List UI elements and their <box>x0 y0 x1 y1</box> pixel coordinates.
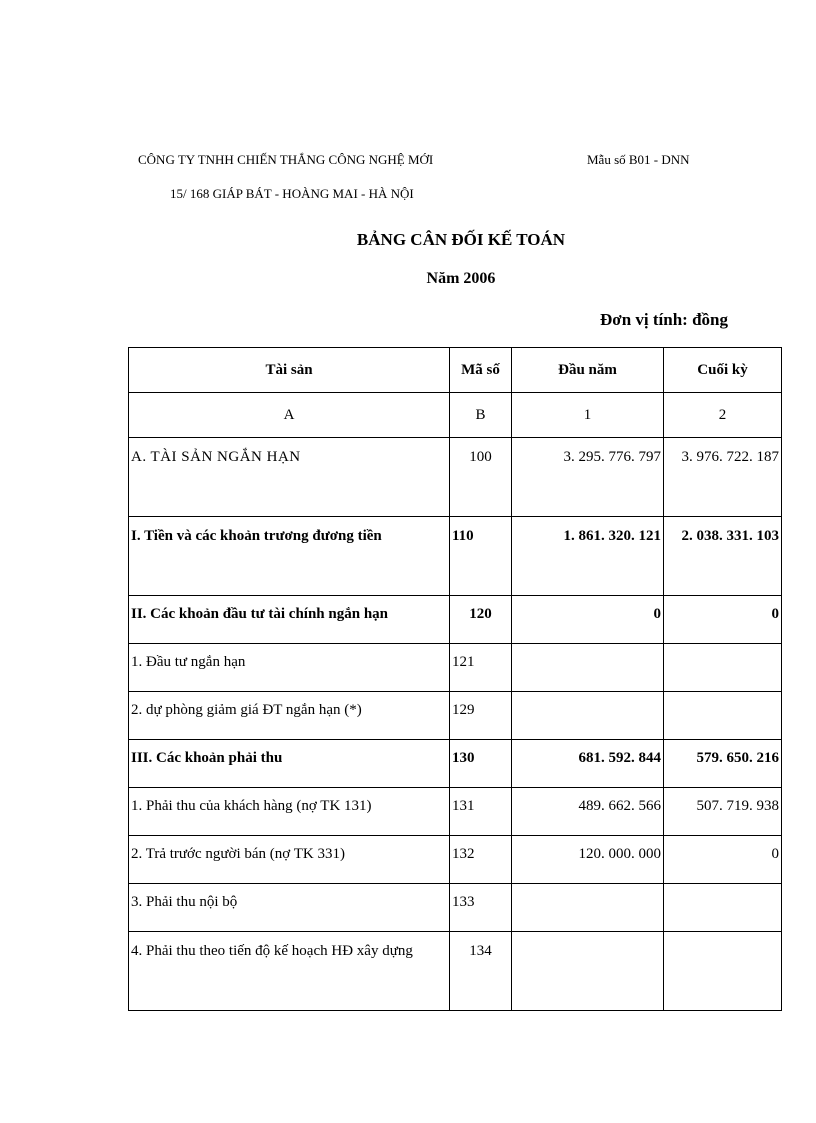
row-name: 1. Phải thu của khách hàng (nợ TK 131) <box>129 788 450 836</box>
row-end: 579. 650. 216 <box>664 740 782 788</box>
table-row <box>129 836 782 884</box>
subheader-2: 2 <box>664 393 782 438</box>
row-code: 110 <box>450 517 512 596</box>
header-row <box>129 348 782 393</box>
balance-sheet-table <box>128 347 782 1011</box>
row-begin: 1. 861. 320. 121 <box>512 517 664 596</box>
row-begin: 489. 662. 566 <box>512 788 664 836</box>
row-name: II. Các khoản đầu tư tài chính ngắn hạn <box>129 596 450 644</box>
row-name: 1. Đầu tư ngắn hạn <box>129 644 450 692</box>
table-row <box>129 438 782 517</box>
table-row <box>129 517 782 596</box>
company-address: 15/ 168 GIÁP BÁT - HOÀNG MAI - HÀ NỘI <box>170 186 414 201</box>
header-beginning: Đầu năm <box>512 348 664 393</box>
row-code: 132 <box>450 836 512 884</box>
row-name: 4. Phải thu theo tiến độ kế hoạch HĐ xây dựng <box>129 932 450 1011</box>
row-code: 100 <box>450 438 512 517</box>
row-end <box>664 932 782 1011</box>
row-end <box>664 644 782 692</box>
row-end: 3. 976. 722. 187 <box>664 438 782 517</box>
report-year: Năm 2006 <box>426 270 496 287</box>
row-code: 134 <box>450 932 512 1011</box>
row-code: 120 <box>450 596 512 644</box>
row-end: 0 <box>664 836 782 884</box>
row-code: 133 <box>450 884 512 932</box>
row-name: I. Tiền và các khoản trương đương tiền <box>129 517 450 596</box>
subheader-b: B <box>450 393 512 438</box>
row-begin <box>512 644 664 692</box>
currency-unit: Đơn vị tính: đồng <box>600 310 728 329</box>
row-end <box>664 692 782 740</box>
row-name: A. TÀI SẢN NGẮN HẠN <box>129 438 450 517</box>
company-name: CÔNG TY TNHH CHIẾN THẮNG CÔNG NGHỆ MỚI <box>138 152 434 167</box>
subheader-1: 1 <box>512 393 664 438</box>
header-code: Mã số <box>450 348 512 393</box>
row-name: 2. dự phòng giảm giá ĐT ngắn hạn (*) <box>129 692 450 740</box>
row-begin <box>512 884 664 932</box>
report-title: BẢNG CÂN ĐỐI KẾ TOÁN <box>356 230 566 249</box>
table-row <box>129 788 782 836</box>
row-begin: 120. 000. 000 <box>512 836 664 884</box>
row-end <box>664 884 782 932</box>
row-begin <box>512 932 664 1011</box>
row-code: 130 <box>450 740 512 788</box>
subheader-row <box>129 393 782 438</box>
row-code: 131 <box>450 788 512 836</box>
row-name: 3. Phải thu nội bộ <box>129 884 450 932</box>
row-begin: 681. 592. 844 <box>512 740 664 788</box>
table-row <box>129 644 782 692</box>
table-row <box>129 692 782 740</box>
form-code: Mẫu số B01 - DNN <box>587 152 690 167</box>
row-end: 0 <box>664 596 782 644</box>
row-end: 507. 719. 938 <box>664 788 782 836</box>
header-ending: Cuối kỳ <box>664 348 782 393</box>
table-row <box>129 596 782 644</box>
subheader-a: A <box>129 393 450 438</box>
row-begin: 0 <box>512 596 664 644</box>
table-row <box>129 740 782 788</box>
table-row <box>129 932 782 1011</box>
row-end: 2. 038. 331. 103 <box>664 517 782 596</box>
row-begin <box>512 692 664 740</box>
row-name: 2. Trả trước người bán (nợ TK 331) <box>129 836 450 884</box>
row-begin: 3. 295. 776. 797 <box>512 438 664 517</box>
row-code: 129 <box>450 692 512 740</box>
header-assets: Tài sản <box>129 348 450 393</box>
table-row <box>129 884 782 932</box>
row-code: 121 <box>450 644 512 692</box>
row-name: III. Các khoản phải thu <box>129 740 450 788</box>
